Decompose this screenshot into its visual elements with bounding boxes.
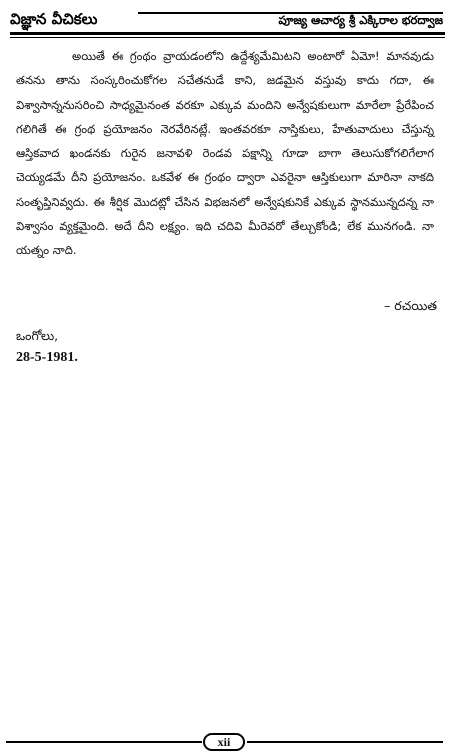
page-header (10, 6, 445, 40)
body-paragraph: అయితే ఈ గ్రంథం వ్రాయడంలోని ఉద్దేశ్యమేమిటని అంటారో ఏమో! మానవుడు తనను తాను సంస్కరించుకోగల సచేతనుడే కాని, జడమైన వస్తువు కాదు గదా, ఈ విశ్వాసాన్ననుసరించి సాధ్యమైనంత వరకూ ఎక్కువ మందిని అన్వేషకులుగా మారేలా ప్రేరేపించ గలిగితే ఈ గ్రంథ ప్రయోజనం నెరవేరినట్లే. ఇంతవరకూ నాస్తికులు, హేతువాదులు చేస్తున్న ఆస్తికవాద ఖండనకు గురైన జనావళి రెండవ పక్షాన్ని గూడా బాగా తెలుసుకోగలిగేలాగ చెయ్యడమే దీని ప్రయోజనం. ఒకవేళ ఈ గ్రంథం ద్వారా ఎవరైనా ఆస్తికులుగా మారినా నాకది సంతృప్తినివ్వదు. ఈ శీర్షిక మొదట్లో చేసిన విభజనలో అన్వేషకునికే ఎక్కువ స్థానమున్నదన్న నా విశ్వాసం వ్యక్తమైంది. అదే దీని లక్ష్యం. ఇది చదివి మీరెవరో తేల్చుకోండి; లేక మునగండి. నా యత్నం నాది. (16, 49, 434, 258)
signature: – రచయిత (384, 298, 437, 313)
footer-rule-right (247, 741, 443, 743)
date-line: 28-5-1981. (16, 350, 78, 365)
place-line: ఒంగోలు, (16, 328, 59, 343)
footer-rule-left (6, 741, 202, 743)
book-title: విజ్ఞాన వీచికలు (10, 10, 98, 28)
author-line: పూజ్య ఆచార్య శ్రీ ఎక్కిరాల భరద్వాజ (278, 13, 443, 27)
page-number: xii (203, 733, 245, 751)
header-divider-thick (10, 32, 445, 35)
header-divider-thin (10, 37, 445, 38)
